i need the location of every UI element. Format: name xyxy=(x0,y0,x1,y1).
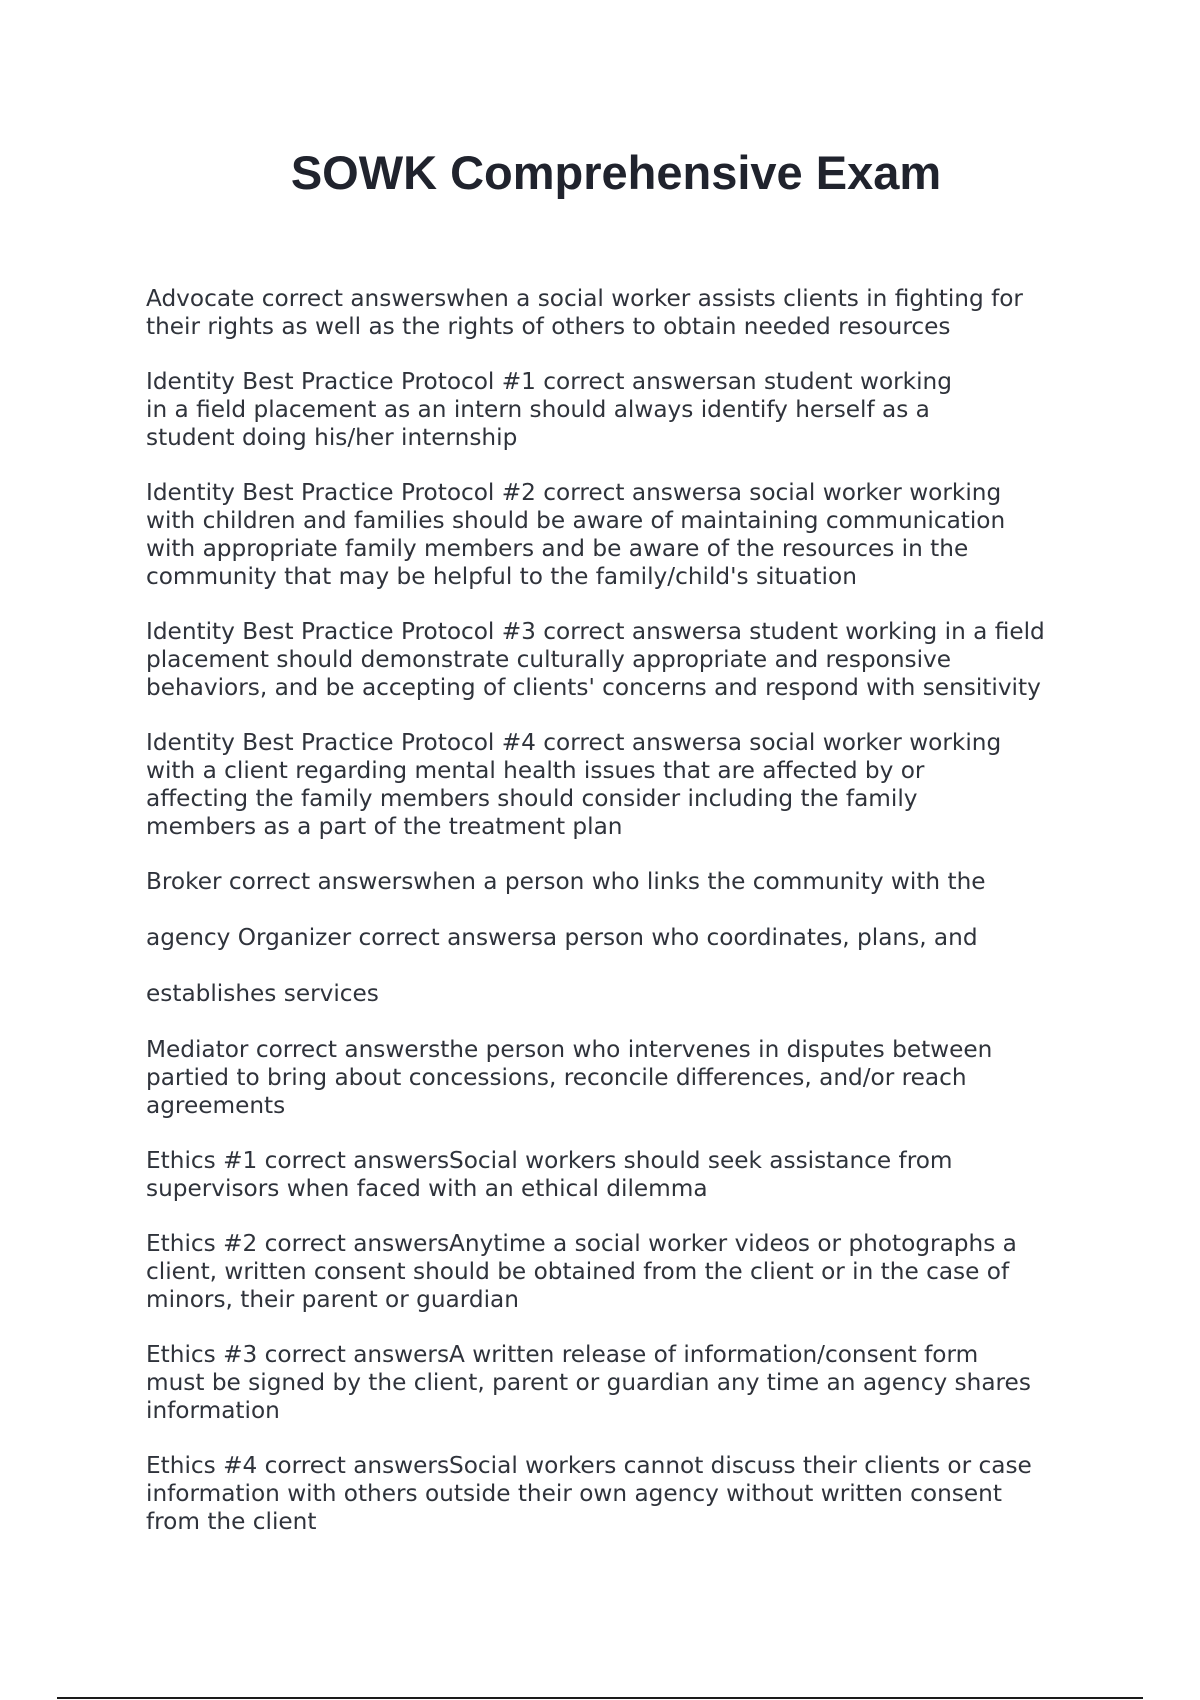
paragraph-ethics-1: Ethics #1 correct answersSocial workers should seek assistance from supervisors when faced with an ethical dilemma xyxy=(146,1147,953,1202)
paragraph-ethics-2: Ethics #2 correct answersAnytime a social worker videos or photographs a client, written consent should be obtained from the client or in the case of minors, their parent or guardian xyxy=(146,1230,1017,1313)
paragraph-organizer: agency Organizer correct answersa person who coordinates, plans, and xyxy=(146,924,978,951)
paragraph-advocate: Advocate correct answerswhen a social worker assists clients in fighting for their rights as well as the rights of others to obtain needed resources xyxy=(146,285,1023,340)
paragraph-establishes: establishes services xyxy=(146,980,379,1007)
paragraph-mediator: Mediator correct answersthe person who intervenes in disputes between partied to bring about concessions, reconcile differences, and/or reach agreements xyxy=(146,1036,993,1119)
paragraph-identity-protocol-2: Identity Best Practice Protocol #2 correct answersa social worker working with children and families should be aware of maintaining communication with appropriate family members and be aware of the resources in the community that may be helpful to the family/child's situation xyxy=(146,479,1006,590)
document-body xyxy=(146,285,1096,1563)
paragraph-identity-protocol-4: Identity Best Practice Protocol #4 correct answersa social worker working with a client regarding mental health issues that are affected by or affecting the family members should consider including the family members as a part of the treatment plan xyxy=(146,729,1002,840)
paragraph-identity-protocol-1: Identity Best Practice Protocol #1 correct answersan student working in a field placement as an intern should always identify herself as a student doing his/her internship xyxy=(146,368,952,451)
paragraph-broker: Broker correct answerswhen a person who links the community with the xyxy=(146,868,986,895)
paragraph-identity-protocol-3: Identity Best Practice Protocol #3 correct answersa student working in a field placement should demonstrate culturally appropriate and responsive behaviors, and be accepting of clients' concerns and respond with sensitivity xyxy=(146,618,1045,701)
page-title: SOWK Comprehensive Exam xyxy=(290,146,942,199)
paragraph-ethics-3: Ethics #3 correct answersA written release of information/consent form must be signed by the client, parent or guardian any time an agency shares information xyxy=(146,1341,1031,1424)
page-bottom-divider xyxy=(57,1697,1143,1699)
paragraph-ethics-4: Ethics #4 correct answersSocial workers cannot discuss their clients or case information with others outside their own agency without written consent from the client xyxy=(146,1452,1032,1535)
